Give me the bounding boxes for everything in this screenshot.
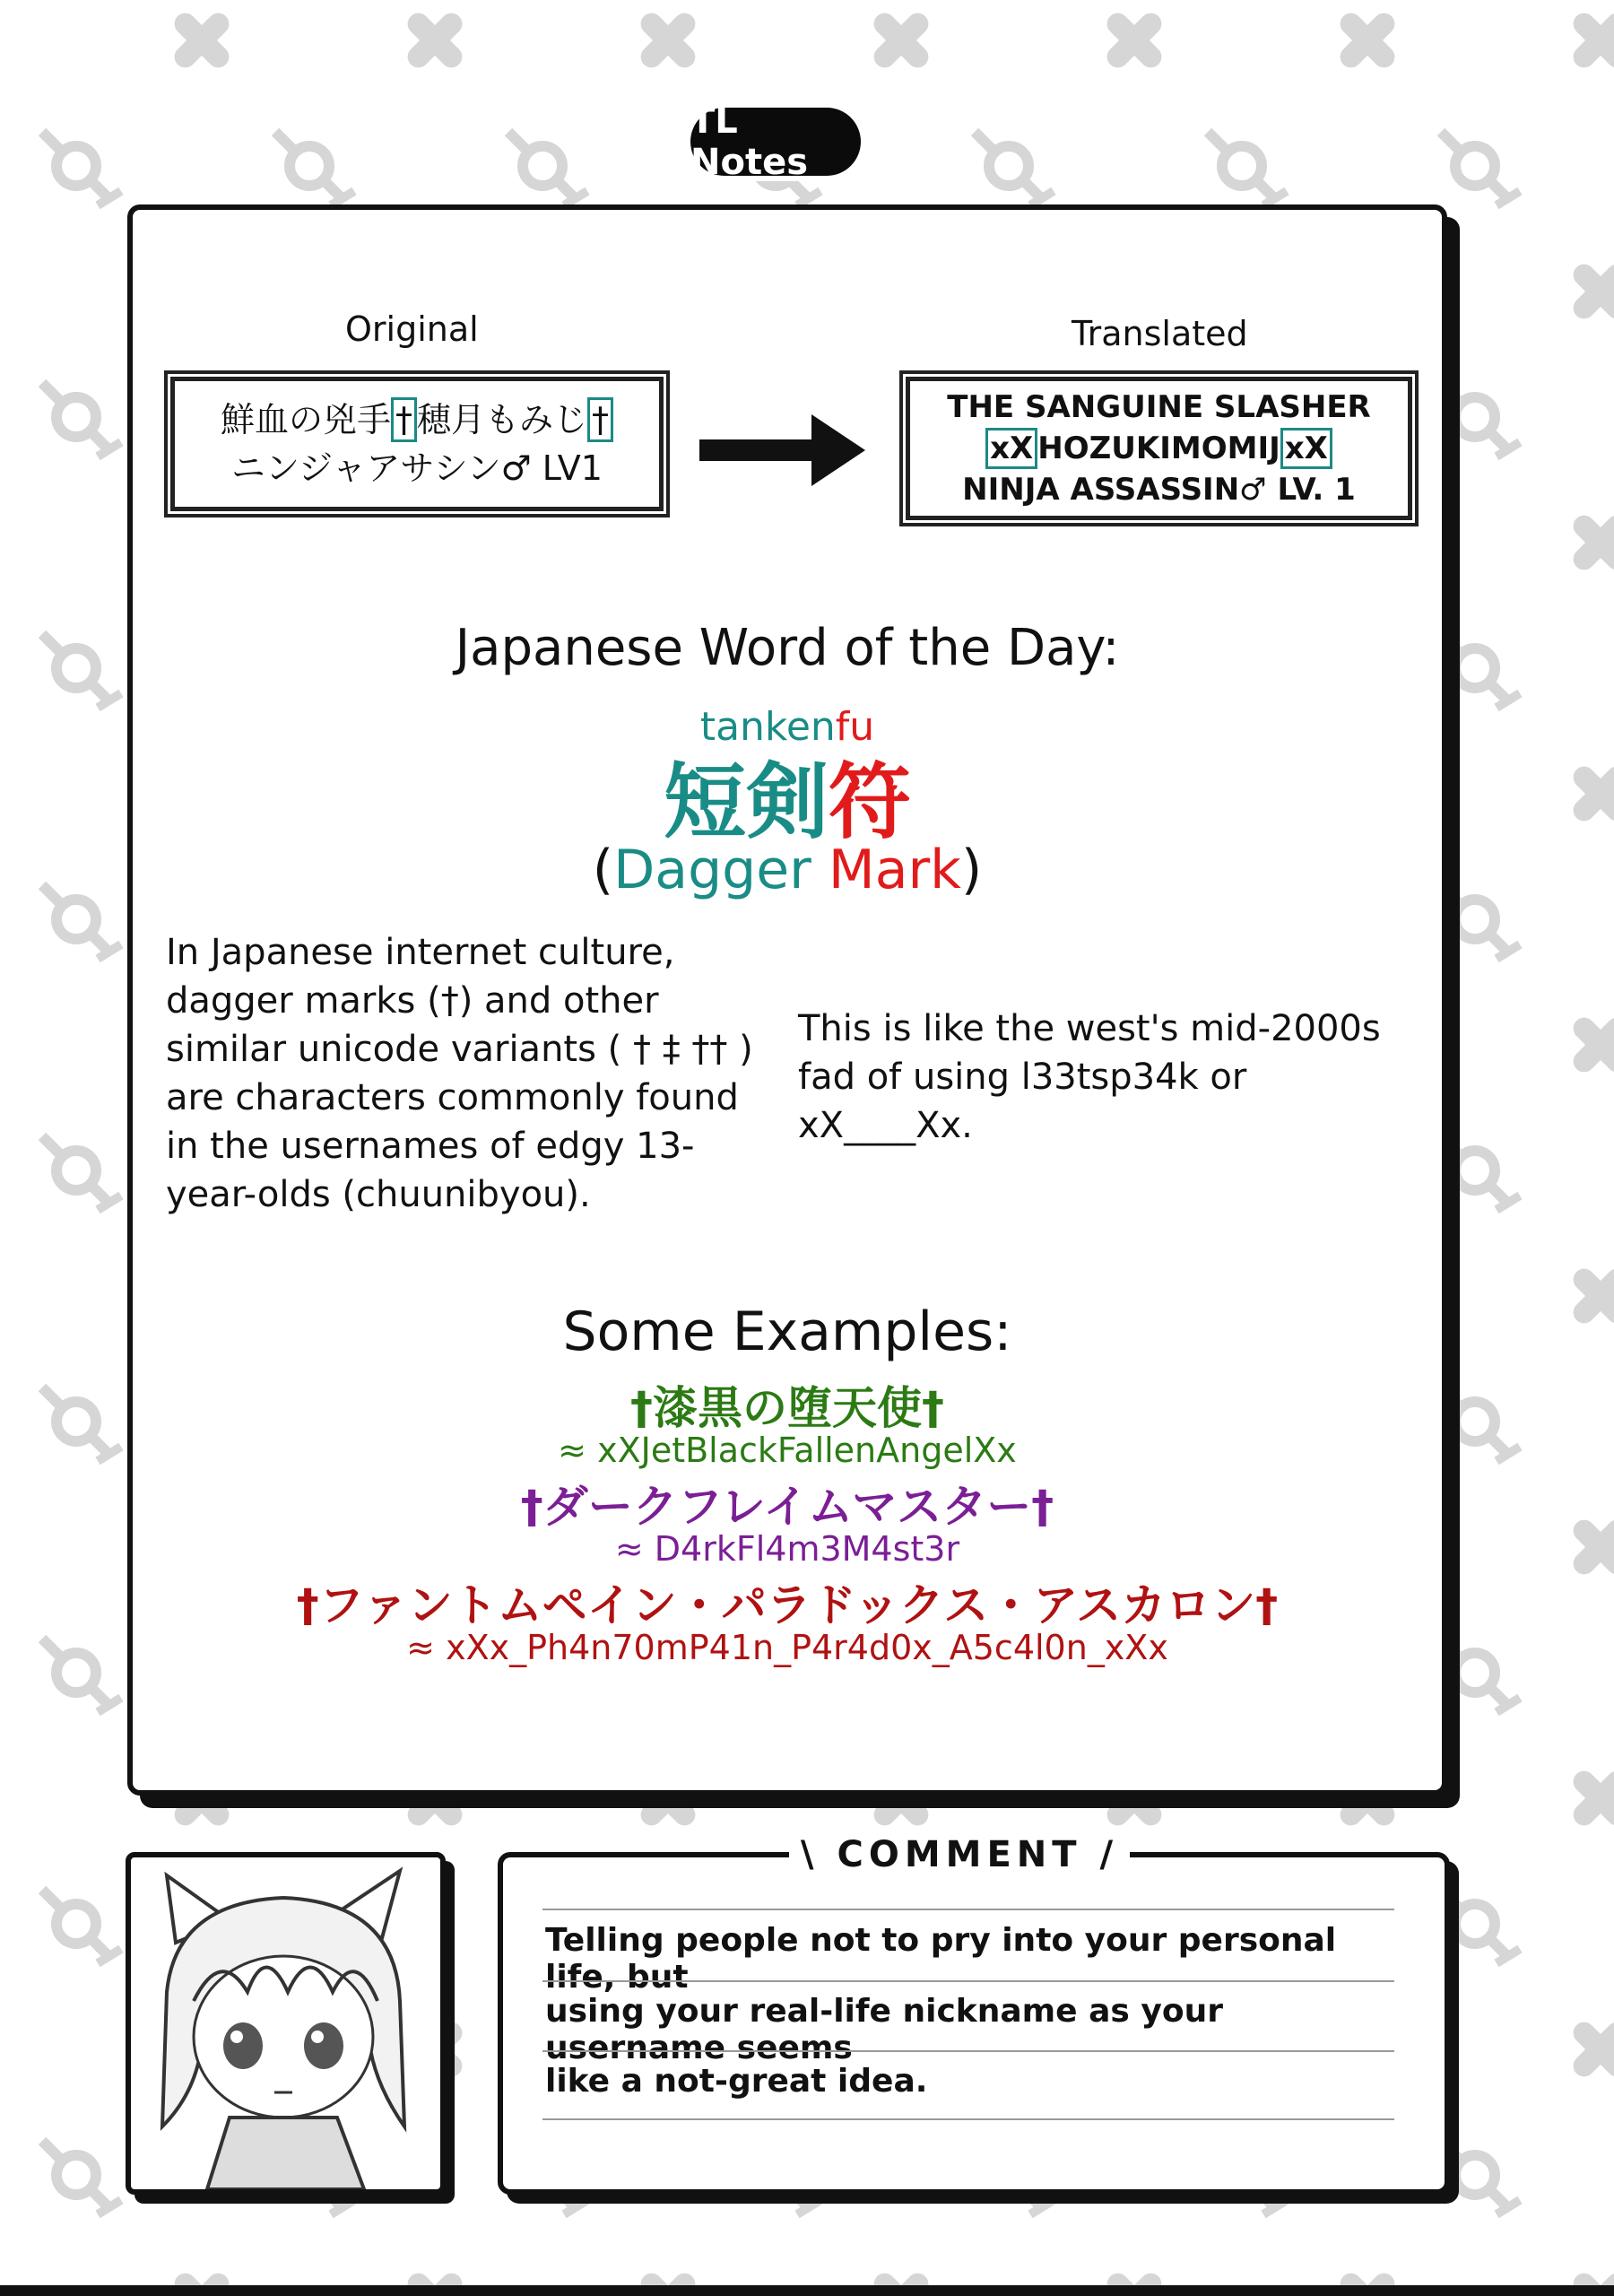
word-romaji: tankenfu — [699, 704, 875, 750]
comment-line-3: like a not-great idea. — [545, 2063, 928, 2100]
pattern-x-mark — [1569, 762, 1614, 826]
example-2-romanized: ≈ D4rkFl4m3M4st3r — [614, 1529, 960, 1569]
example-3-romanized: ≈ xXx_Ph4n70mP41n_P4r4d0x_A5c4l0n_xXx — [406, 1628, 1168, 1667]
comment-rule — [542, 2050, 1394, 2052]
pattern-x-mark — [1569, 1767, 1614, 1831]
pattern-x-mark — [1569, 1013, 1614, 1077]
chibi-cat-girl-icon — [131, 1857, 440, 2189]
pattern-x-mark — [1569, 1265, 1614, 1328]
original-name-plate — [170, 377, 664, 511]
example-1-japanese: †漆黒の堕天使† — [630, 1382, 944, 1434]
pattern-gender-symbol — [1441, 1890, 1520, 1963]
pattern-gender-symbol — [1441, 1136, 1520, 1210]
pattern-x-mark — [637, 9, 700, 73]
avatar — [126, 1852, 446, 2195]
pattern-gender-symbol — [1208, 132, 1287, 205]
pattern-gender-symbol — [1441, 2141, 1520, 2214]
pattern-gender-symbol — [42, 1387, 121, 1461]
explanation-left: In Japanese internet culture, dagger marks (†) and other similar unicode variants ( † ‡ †† ) are characters commonly found in the usernames of edgy 13-year-olds (chuunibyou). — [166, 932, 753, 1215]
comment-line-1: Telling people not to pry into your personal life, but — [545, 1922, 1337, 1996]
dagger-mark-box: † — [391, 397, 417, 442]
pattern-gender-symbol — [1441, 1387, 1520, 1461]
pattern-x-mark — [1336, 9, 1400, 73]
example-1-romanized: ≈ xXJetBlackFallenAngelXx — [558, 1431, 1017, 1470]
dagger-mark-box: † — [587, 397, 613, 442]
right-arrow-icon — [699, 405, 870, 495]
tl-notes-badge: TL Notes — [690, 108, 861, 176]
pattern-gender-symbol — [42, 1639, 121, 1712]
original-line-2: ニンジャアサシン♂ LV1 — [231, 448, 603, 488]
pattern-x-mark — [170, 9, 234, 73]
comment-rule — [542, 2118, 1394, 2120]
original-line-1: 鮮血の兇手 † 穂月もみじ † — [221, 396, 613, 444]
original-caption: Original — [345, 309, 479, 349]
pattern-x-mark — [1103, 9, 1167, 73]
comment-line-2: using your real-life nickname as your username seems — [545, 1993, 1223, 2066]
pattern-gender-symbol — [42, 1890, 121, 1963]
explanation-right: This is like the west's mid-2000s fad of using l33tsp34k or xX____Xx. — [798, 1008, 1381, 1146]
pattern-x-mark — [404, 9, 467, 73]
pattern-gender-symbol — [1441, 132, 1520, 205]
pattern-gender-symbol — [42, 1136, 121, 1210]
comment-rule — [542, 1980, 1394, 1982]
pattern-gender-symbol — [42, 634, 121, 708]
translated-caption: Translated — [1072, 314, 1248, 353]
comment-title: \ COMMENT / — [789, 1830, 1130, 1880]
example-2-japanese: †ダークフレイムマスター† — [520, 1481, 1054, 1533]
pattern-gender-symbol — [1441, 383, 1520, 457]
pattern-gender-symbol — [275, 132, 354, 205]
pattern-x-mark — [1569, 1516, 1614, 1579]
pattern-gender-symbol — [42, 132, 121, 205]
bottom-rule — [0, 2285, 1614, 2296]
pattern-gender-symbol — [42, 2141, 121, 2214]
translated-line-2: xX HOZUKIMOMIJ xX — [985, 428, 1332, 469]
pattern-gender-symbol — [42, 383, 121, 457]
pattern-x-mark — [1569, 2018, 1614, 2082]
pattern-x-mark — [870, 9, 933, 73]
translated-line-3: NINJA ASSASSIN♂ LV. 1 — [962, 472, 1356, 508]
pattern-gender-symbol — [42, 885, 121, 959]
pattern-gender-symbol — [1441, 885, 1520, 959]
examples-title: Some Examples: — [562, 1300, 1012, 1363]
word-of-day-heading: Japanese Word of the Day: — [455, 619, 1120, 677]
pattern-x-mark — [1569, 260, 1614, 324]
pattern-gender-symbol — [1441, 1639, 1520, 1712]
translated-name-plate — [906, 377, 1412, 520]
pattern-gender-symbol — [1441, 634, 1520, 708]
comment-rule — [542, 1909, 1394, 1910]
word-kanji: 短剣符 — [663, 754, 912, 850]
translated-line-1: THE SANGUINE SLASHER — [947, 389, 1371, 425]
word-meaning: (Dagger Mark) — [592, 839, 983, 901]
pattern-gender-symbol — [975, 132, 1054, 205]
pattern-gender-symbol — [508, 132, 587, 205]
pattern-x-mark — [1569, 511, 1614, 575]
pattern-x-mark — [1569, 9, 1614, 73]
example-3-japanese: †ファントムペイン・パラドックス・アスカロン† — [296, 1579, 1279, 1631]
